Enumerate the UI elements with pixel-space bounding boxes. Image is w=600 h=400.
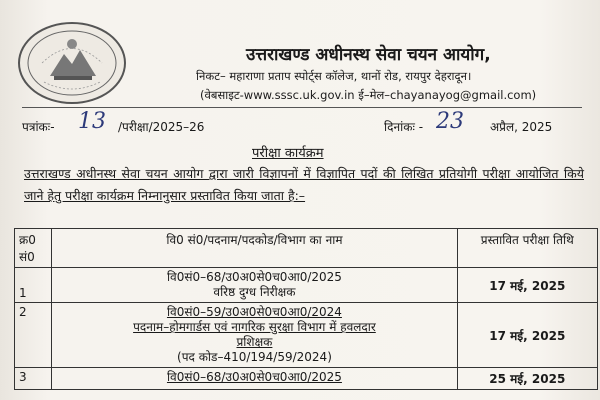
commission-title: उत्तराखण्ड अधीनस्थ सेवा चयन आयोग,	[246, 45, 491, 65]
row-detail-line: वि0सं0–59/उ0अ0से0च0आ0/2024	[166, 305, 342, 319]
date-label: दिनांकः -	[384, 120, 424, 134]
seal-emblem-icon	[20, 24, 124, 102]
header-date: प्रस्तावित परीक्षा तिथि	[457, 229, 597, 268]
table-row	[15, 303, 598, 368]
table-row	[15, 268, 598, 303]
header-divider	[22, 107, 582, 108]
commission-address: निकट– महाराणा प्रताप स्पोर्ट्स कॉलेज, थानों रोड, रायपुर देहरादून।	[196, 69, 472, 83]
date-day-handwritten: 23	[436, 109, 464, 134]
header-details: वि0 सं0/पदनाम/पदकोड/विभाग का नाम	[52, 229, 457, 268]
page-heading: परीक्षा कार्यक्रम	[252, 146, 324, 161]
row-details	[52, 268, 457, 303]
row-date: 25 मई, 2025	[457, 368, 597, 390]
commission-seal	[18, 22, 126, 104]
reference-number-handwritten: 13	[78, 109, 106, 134]
row-sn: 3	[15, 368, 52, 390]
row-sn: 2	[15, 303, 52, 368]
row-detail-line: वि0सं0–68/उ0अ0से0च0आ0/2025	[166, 270, 342, 284]
row-details	[52, 368, 457, 390]
row-sn: 1	[15, 268, 52, 303]
row-detail-line: प्रशिक्षक	[236, 335, 273, 349]
date-month-year: अप्रैल, 2025	[490, 120, 553, 134]
intro-paragraph: उत्तराखण्ड अधीनस्थ सेवा चयन आयोग द्वारा जारी विज्ञापनों में विज्ञापित पदों की लिखित प्रतियोगी परीक्षा आयोजित किये जाने हेतु परीक्षा कार्यक्रम निम्नानुसार प्रस्तावित किया जाता है:–	[24, 166, 584, 203]
row-detail-line: वि0सं0–68/उ0अ0से0च0आ0/2025	[166, 370, 342, 384]
row-date: 17 मई, 2025	[457, 303, 597, 368]
exam-schedule-table	[14, 228, 598, 390]
reference-suffix: /परीक्षा/2025–26	[118, 120, 205, 134]
commission-web-email: (वेबसाइट-www.sssc.uk.gov.in ई–मेल–chayanayog@gmail.com)	[200, 88, 537, 102]
header-sn: क्र0 सं0	[15, 229, 52, 268]
table-row	[15, 368, 598, 390]
row-detail-line: पदनाम–होमगार्डस एवं नागरिक सुरक्षा विभाग में हवलदार	[133, 320, 376, 334]
table-header-row	[15, 229, 598, 268]
reference-label: पत्रांकः-	[22, 120, 55, 134]
row-date: 17 मई, 2025	[457, 268, 597, 303]
row-detail-line: (पद कोड–410/194/59/2024)	[177, 350, 332, 364]
row-detail-line: वरिष्ठ दुग्ध निरीक्षक	[213, 285, 296, 299]
row-details	[52, 303, 457, 368]
